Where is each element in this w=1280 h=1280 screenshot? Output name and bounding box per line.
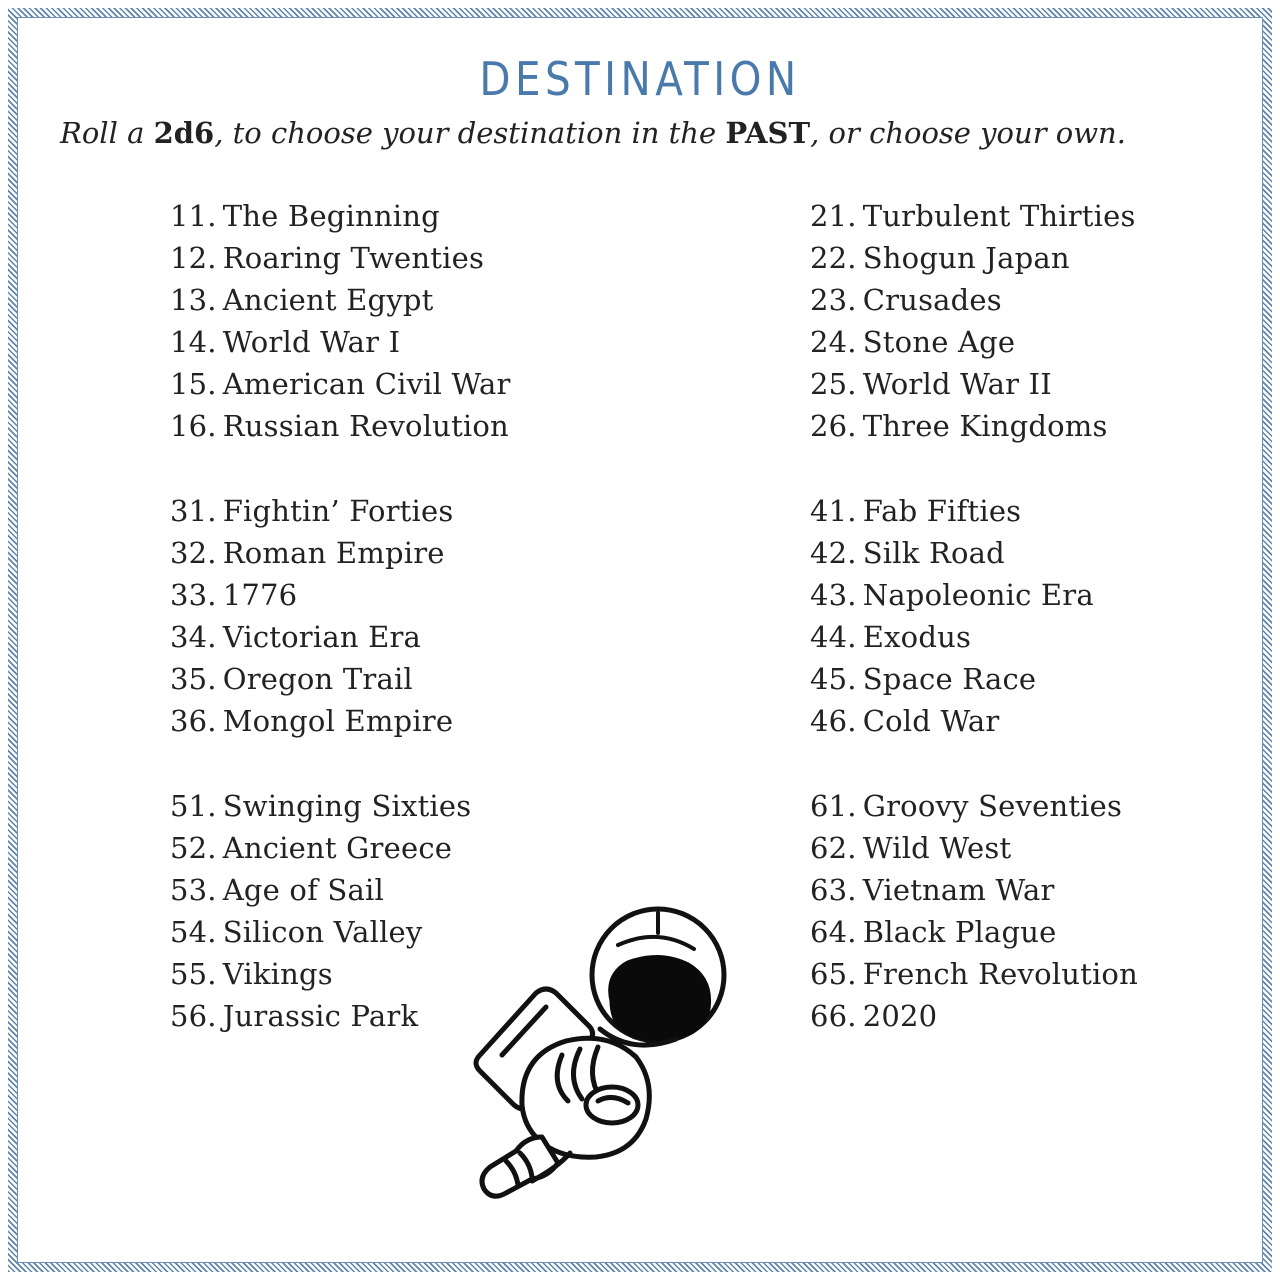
destination-number: 11.	[170, 199, 217, 233]
destination-number: 16.	[170, 409, 217, 443]
destination-number: 45.	[810, 662, 857, 696]
destination-label: Ancient Greece	[222, 831, 453, 865]
destination-number: 32.	[170, 536, 217, 570]
destination-number: 43.	[810, 578, 857, 612]
destination-list-51-56	[170, 785, 471, 1037]
destination-item-16	[170, 405, 511, 447]
destination-label: Stone Age	[862, 325, 1016, 359]
destination-label: 2020	[862, 999, 938, 1033]
destination-label: Napoleonic Era	[862, 578, 1094, 612]
destination-label: Space Race	[862, 662, 1037, 696]
destination-label: Jurassic Park	[222, 999, 419, 1033]
destination-label: Black Plague	[862, 915, 1057, 949]
destination-list-31-36	[170, 490, 453, 742]
destination-item-15	[170, 363, 511, 405]
destination-item-62	[810, 827, 1138, 869]
destination-label: Roman Empire	[222, 536, 445, 570]
destination-number: 53.	[170, 873, 217, 907]
destination-number: 62.	[810, 831, 857, 865]
destination-label: Oregon Trail	[222, 662, 413, 696]
destination-number: 23.	[810, 283, 857, 317]
destination-item-66	[810, 995, 1138, 1037]
destination-item-54	[170, 911, 471, 953]
destination-item-13	[170, 279, 511, 321]
instructions-era: PAST	[725, 116, 811, 150]
destination-number: 52.	[170, 831, 217, 865]
destination-item-64	[810, 911, 1138, 953]
destination-item-41	[810, 490, 1094, 532]
destination-item-24	[810, 321, 1136, 363]
destination-item-44	[810, 616, 1094, 658]
destination-number: 56.	[170, 999, 217, 1033]
destination-item-63	[810, 869, 1138, 911]
destination-number: 14.	[170, 325, 217, 359]
destination-label: Silicon Valley	[222, 915, 423, 949]
destination-number: 55.	[170, 957, 217, 991]
destination-item-12	[170, 237, 511, 279]
destination-number: 15.	[170, 367, 217, 401]
destination-number: 31.	[170, 494, 217, 528]
destination-item-45	[810, 658, 1094, 700]
destination-label: Russian Revolution	[222, 409, 509, 443]
destination-label: Vietnam War	[862, 873, 1055, 907]
destination-list-21-26	[810, 195, 1136, 447]
destination-label: Cold War	[862, 704, 1000, 738]
destination-label: Age of Sail	[222, 873, 384, 907]
destination-label: Roaring Twenties	[222, 241, 485, 275]
destination-label: World War II	[862, 367, 1052, 401]
destination-item-26	[810, 405, 1136, 447]
destination-item-25	[810, 363, 1136, 405]
destination-label: Groovy Seventies	[862, 789, 1123, 823]
destination-item-31	[170, 490, 453, 532]
destination-item-23	[810, 279, 1136, 321]
destination-label: Vikings	[222, 957, 333, 991]
destination-label: Fab Fifties	[862, 494, 1022, 528]
destination-label: Turbulent Thirties	[862, 199, 1136, 233]
destination-label: Silk Road	[862, 536, 1005, 570]
destination-label: Mongol Empire	[222, 704, 454, 738]
destination-number: 12.	[170, 241, 217, 275]
destination-number: 22.	[810, 241, 857, 275]
destination-item-35	[170, 658, 453, 700]
destination-item-22	[810, 237, 1136, 279]
destination-number: 33.	[170, 578, 217, 612]
destination-label: American Civil War	[222, 367, 511, 401]
destination-item-21	[810, 195, 1136, 237]
destination-item-55	[170, 953, 471, 995]
destination-label: Wild West	[862, 831, 1012, 865]
destination-label: Three Kingdoms	[862, 409, 1108, 443]
destination-label: Crusades	[862, 283, 1002, 317]
destination-number: 41.	[810, 494, 857, 528]
destination-number: 25.	[810, 367, 857, 401]
instructions-post: , or choose your own.	[810, 116, 1126, 150]
destination-number: 63.	[810, 873, 857, 907]
destination-number: 26.	[810, 409, 857, 443]
destination-number: 24.	[810, 325, 857, 359]
destination-number: 46.	[810, 704, 857, 738]
destination-item-53	[170, 869, 471, 911]
destination-number: 36.	[170, 704, 217, 738]
destination-number: 44.	[810, 620, 857, 654]
destination-item-61	[810, 785, 1138, 827]
destination-list-61-66	[810, 785, 1138, 1037]
destination-list-41-46	[810, 490, 1094, 742]
instructions-mid: , to choose your destination in the	[214, 116, 726, 150]
destination-item-11	[170, 195, 511, 237]
destination-number: 42.	[810, 536, 857, 570]
destination-number: 21.	[810, 199, 857, 233]
destination-label: Ancient Egypt	[222, 283, 434, 317]
destination-item-42	[810, 532, 1094, 574]
destination-label: The Beginning	[222, 199, 440, 233]
destination-item-43	[810, 574, 1094, 616]
destination-number: 34.	[170, 620, 217, 654]
instructions	[60, 116, 1126, 150]
destination-number: 54.	[170, 915, 217, 949]
destination-item-65	[810, 953, 1138, 995]
destination-item-14	[170, 321, 511, 363]
destination-number: 66.	[810, 999, 857, 1033]
destination-label: Swinging Sixties	[222, 789, 472, 823]
destination-item-34	[170, 616, 453, 658]
destination-item-36	[170, 700, 453, 742]
destination-item-56	[170, 995, 471, 1037]
destination-label: 1776	[222, 578, 298, 612]
destination-list-11-16	[170, 195, 511, 447]
destination-label: Fightin’ Forties	[222, 494, 454, 528]
destination-item-33	[170, 574, 453, 616]
instructions-pre: Roll a	[60, 116, 154, 150]
destination-item-32	[170, 532, 453, 574]
destination-label: Victorian Era	[222, 620, 422, 654]
destination-number: 35.	[170, 662, 217, 696]
page-title: DESTINATION	[479, 52, 801, 106]
destination-number: 51.	[170, 789, 217, 823]
instructions-dice: 2d6	[153, 116, 215, 150]
destination-label: Shogun Japan	[862, 241, 1070, 275]
destination-item-52	[170, 827, 471, 869]
destination-number: 64.	[810, 915, 857, 949]
destination-number: 13.	[170, 283, 217, 317]
destination-item-51	[170, 785, 471, 827]
destination-number: 65.	[810, 957, 857, 991]
destination-label: French Revolution	[862, 957, 1138, 991]
astronaut-icon	[462, 905, 742, 1205]
destination-item-46	[810, 700, 1094, 742]
destination-number: 61.	[810, 789, 857, 823]
destination-label: World War I	[222, 325, 401, 359]
destination-label: Exodus	[862, 620, 972, 654]
